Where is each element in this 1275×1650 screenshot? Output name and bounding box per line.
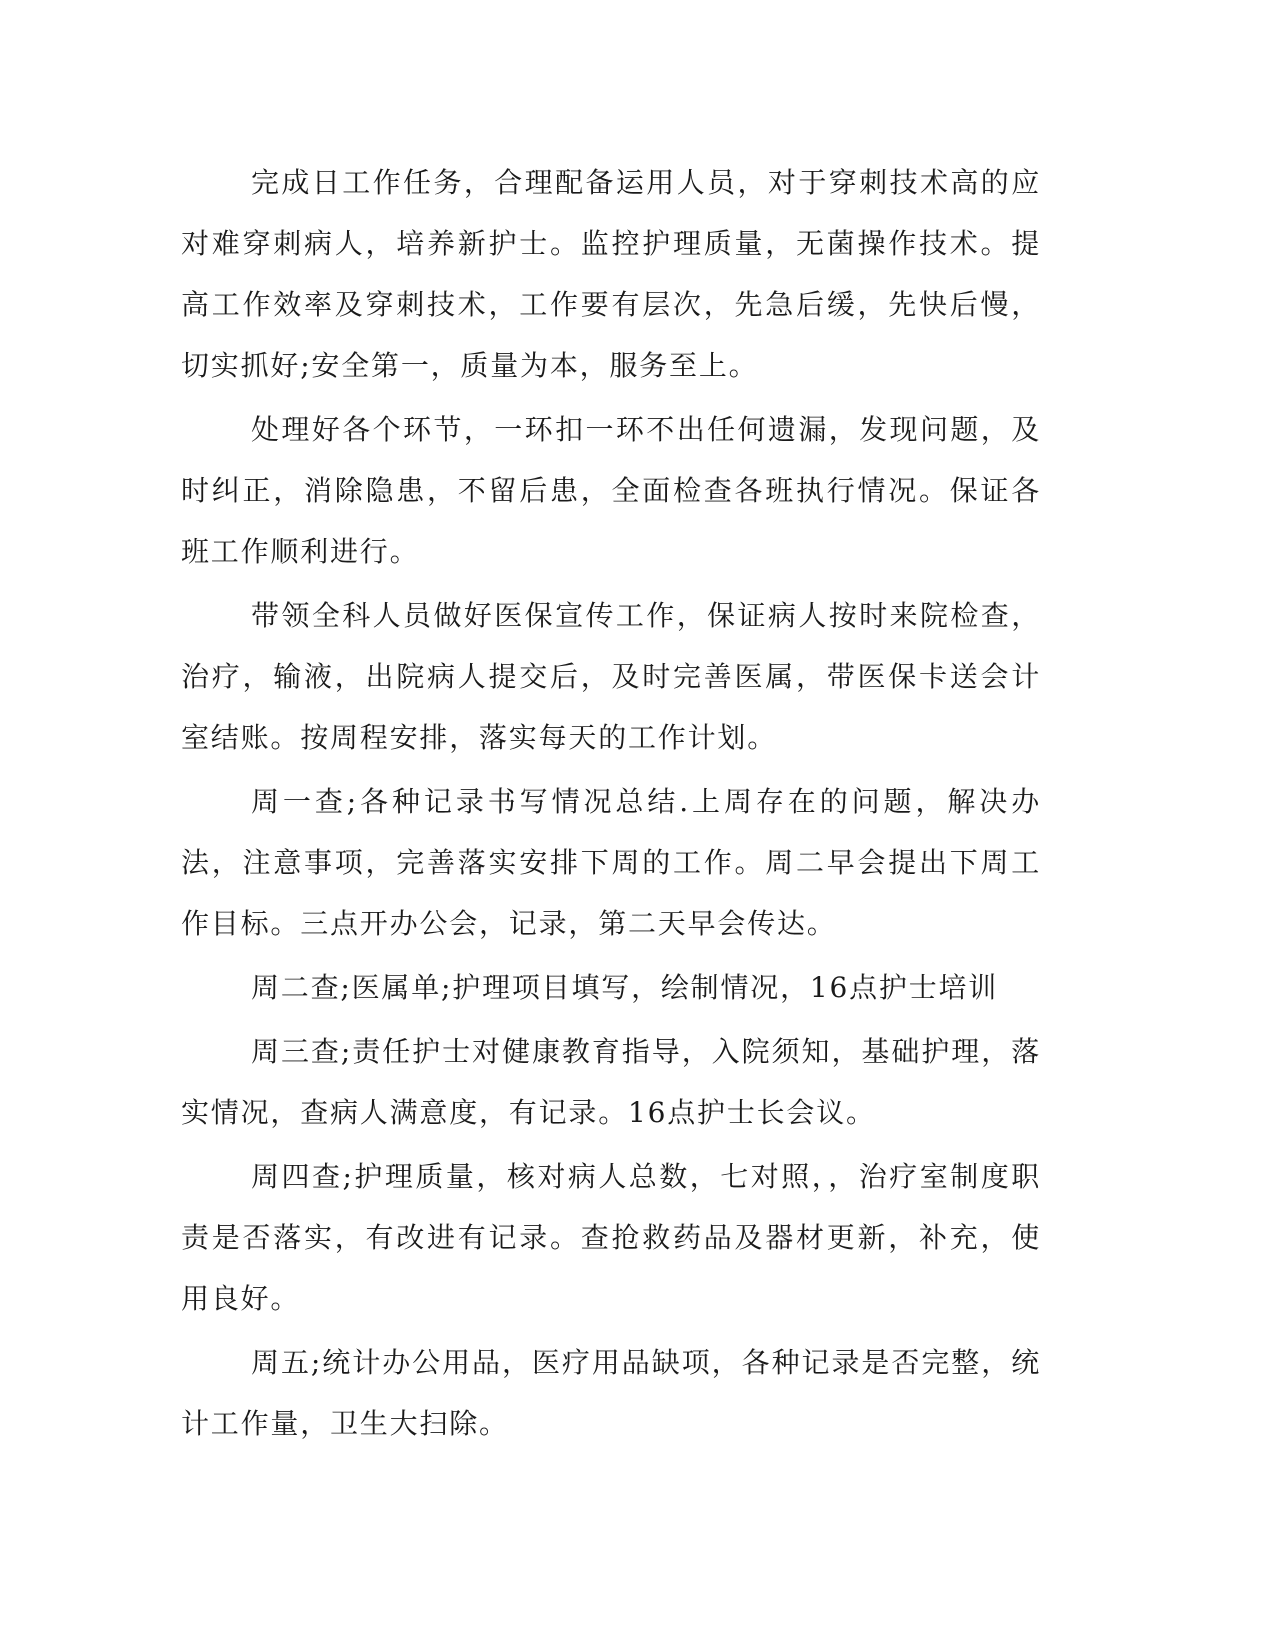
paragraph-task-allocation: 完成日工作任务，合理配备运用人员，对于穿刺技术高的应对难穿刺病人，培养新护士。监控护理质量，无菌操作技术。提高工作效率及穿刺技术，工作要有层次，先急后缓，先快后慢，切实抓好;安全第一，质量为本，服务至上。 — [181, 166, 1041, 382]
paragraph-monday-check: 周一查;各种记录书写情况总结.上周存在的问题，解决办法，注意事项，完善落实安排下周的工作。周二早会提出下周工作目标。三点开办公会，记录，第二天早会传达。 — [181, 785, 1041, 940]
paragraph-friday-check: 周五;统计办公用品，医疗用品缺项，各种记录是否完整，统计工作量，卫生大扫除。 — [181, 1346, 1041, 1440]
paragraph-insurance-publicity: 带领全科人员做好医保宣传工作，保证病人按时来院检查，治疗，输液，出院病人提交后，及时完善医属，带医保卡送会计室结账。按周程安排，落实每天的工作计划。 — [181, 599, 1041, 754]
paragraph-thursday-check: 周四查;护理质量，核对病人总数，七对照，，治疗室制度职责是否落实，有改进有记录。查抢救药品及器材更新，补充，使用良好。 — [181, 1160, 1041, 1315]
paragraph-process-control: 处理好各个环节，一环扣一环不出任何遗漏，发现问题，及时纠正，消除隐患，不留后患，全面检查各班执行情况。保证各班工作顺利进行。 — [181, 413, 1041, 568]
paragraph-tuesday-check: 周二查;医属单;护理项目填写，绘制情况，16点护士培训 — [251, 971, 999, 1004]
paragraph-wednesday-check: 周三查;责任护士对健康教育指导，入院须知，基础护理，落实情况，查病人满意度，有记录。16点护士长会议。 — [181, 1035, 1041, 1129]
document-body — [181, 152, 1041, 1457]
